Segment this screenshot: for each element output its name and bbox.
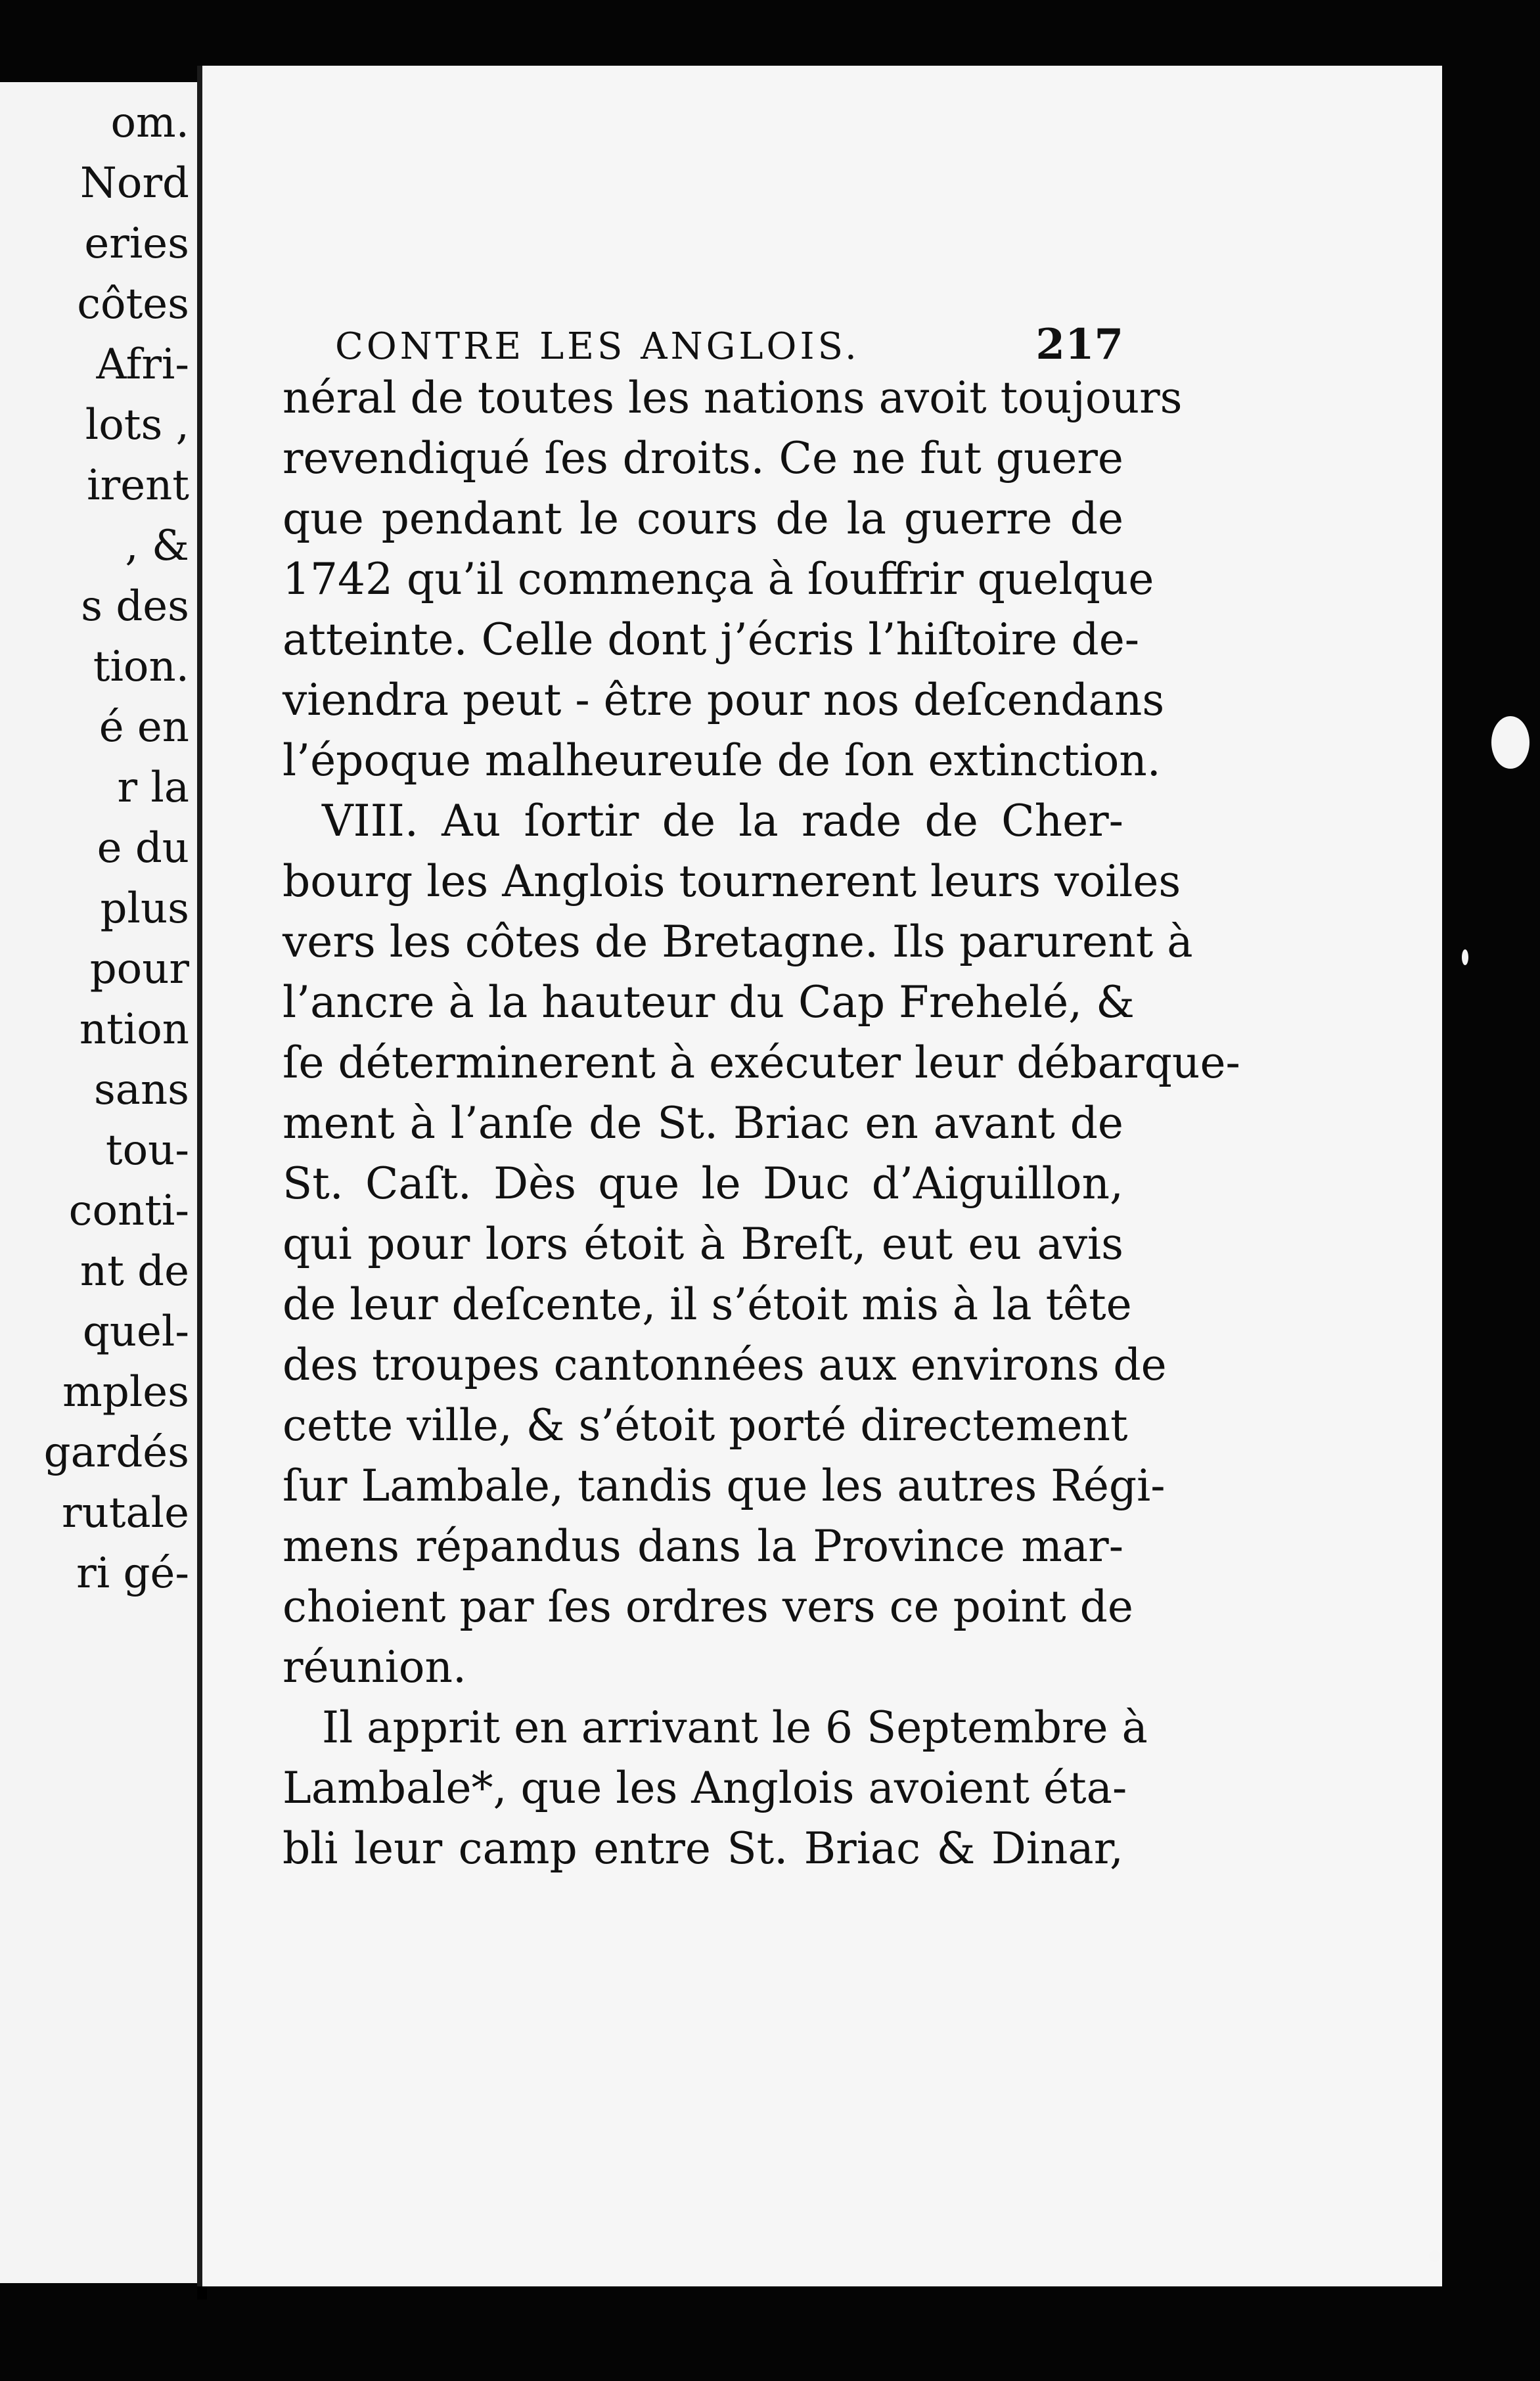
text-line: revendiqué ſes droits. Ce ne fut guere bbox=[283, 433, 1123, 484]
text-line: l’ancre à la hauteur du Cap Frehelé, & bbox=[283, 977, 1135, 1028]
text-line: ment à l’anſe de St. Briac en avant de bbox=[283, 1098, 1123, 1148]
text-line: viendra peut - être pour nos deſcendans bbox=[283, 675, 1165, 725]
left-page-line: nt de bbox=[79, 1247, 189, 1296]
text-line: VIII. Au ſortir de la rade de Cher- bbox=[322, 796, 1123, 846]
left-page-line: , & bbox=[125, 522, 189, 570]
left-page-line: ntion bbox=[79, 1005, 189, 1054]
left-page-line: irent bbox=[87, 461, 189, 510]
text-line: l’époque malheureuſe de ſon extinction. bbox=[283, 735, 1161, 786]
left-page-fragment bbox=[0, 82, 197, 2283]
text-line: St. Caſt. Dès que le Duc d’Aiguillon, bbox=[283, 1158, 1123, 1209]
left-page-line: côtes bbox=[77, 280, 189, 329]
page-header bbox=[283, 320, 1123, 371]
text-line: des troupes cantonnées aux environs de bbox=[283, 1340, 1167, 1390]
left-page-line: om. bbox=[110, 99, 189, 147]
left-page-line: eries bbox=[84, 219, 189, 268]
text-line: mens répandus dans la Province mar- bbox=[283, 1521, 1123, 1572]
text-line: cette ville, & s’étoit porté directement bbox=[283, 1400, 1128, 1451]
text-line: Lambale*, que les Anglois avoient éta- bbox=[283, 1763, 1127, 1813]
left-page-line: r la bbox=[117, 763, 189, 812]
left-page-line: pour bbox=[89, 945, 189, 993]
text-line: vers les côtes de Bretagne. Ils parurent à bbox=[283, 917, 1193, 967]
left-page-line: e du bbox=[97, 824, 189, 873]
text-line: atteinte. Celle dont j’écris l’hiſtoire de- bbox=[283, 614, 1140, 665]
left-page-line: rutale bbox=[61, 1489, 189, 1537]
left-page-line: Nord bbox=[79, 159, 189, 208]
left-page-line: tion. bbox=[93, 643, 189, 691]
left-page-line: Afri- bbox=[96, 340, 189, 389]
left-page-line: tou- bbox=[105, 1126, 189, 1175]
left-page-line: quel- bbox=[82, 1307, 189, 1356]
text-line: réunion. bbox=[283, 1642, 466, 1692]
paper-speck bbox=[1462, 949, 1468, 965]
text-line: qui pour lors étoit à Breſt, eut eu avis bbox=[283, 1219, 1123, 1269]
text-line: ſur Lambale, tandis que les autres Régi- bbox=[283, 1461, 1166, 1511]
left-page-line: s des bbox=[81, 582, 189, 631]
left-page-line: ri gé- bbox=[76, 1549, 189, 1598]
text-line: Il apprit en arrivant le 6 Septembre à bbox=[322, 1702, 1148, 1753]
left-page-line: sans bbox=[93, 1066, 189, 1114]
running-title: CONTRE LES ANGLOIS. bbox=[335, 325, 860, 368]
text-line: bli leur camp entre St. Briac & Dinar, bbox=[283, 1823, 1123, 1874]
left-page-line: é en bbox=[99, 703, 189, 752]
text-line: ſe déterminerent à exécuter leur débarque- bbox=[283, 1037, 1240, 1088]
text-line: néral de toutes les nations avoit toujours bbox=[283, 373, 1183, 423]
page-number: 217 bbox=[1035, 320, 1123, 369]
text-line: que pendant le cours de la guerre de bbox=[283, 493, 1123, 544]
text-line: bourg les Anglois tournerent leurs voiles bbox=[283, 856, 1181, 907]
left-page-line: gardés bbox=[43, 1428, 189, 1477]
text-line: choient par ſes ordres vers ce point de bbox=[283, 1581, 1133, 1632]
left-page-line: mples bbox=[62, 1368, 189, 1417]
left-page-line: lots , bbox=[85, 401, 189, 449]
text-line: de leur deſcente, il s’étoit mis à la tête bbox=[283, 1279, 1132, 1330]
paper-speck bbox=[1491, 716, 1529, 769]
paper-speck bbox=[1429, 2250, 1441, 2262]
text-line: 1742 qu’il commença à ſouffrir quelque bbox=[283, 554, 1154, 604]
left-page-line: conti- bbox=[68, 1187, 189, 1235]
left-page-line: plus bbox=[100, 884, 189, 933]
